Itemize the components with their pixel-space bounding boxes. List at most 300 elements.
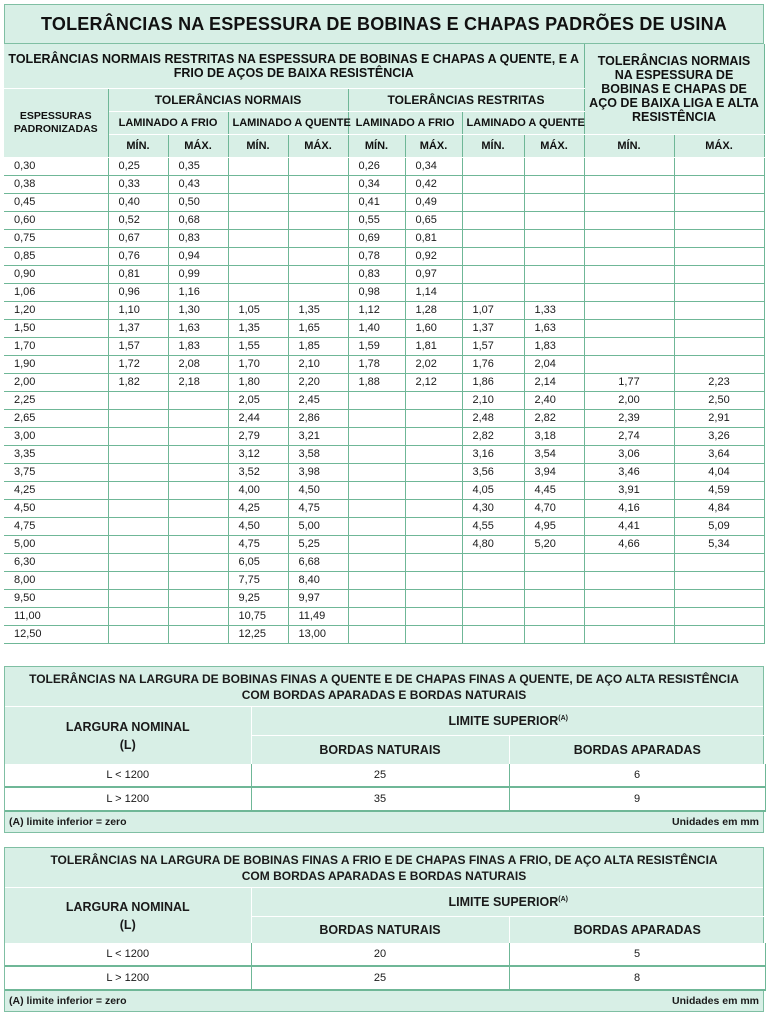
table-cell <box>584 158 674 176</box>
table-cell <box>405 608 462 626</box>
table-cell <box>168 392 228 410</box>
table-cell <box>584 590 674 608</box>
cold-bordas-naturais: BORDAS NATURAIS <box>251 917 509 944</box>
cold-limite-header: LIMITE $SUPERIOR^{(A)}$ <box>251 888 765 917</box>
table-cell: 0,96 <box>108 284 168 302</box>
table-cell: 0,99 <box>168 266 228 284</box>
table-cell <box>584 230 674 248</box>
table-cell <box>584 338 674 356</box>
col-min: MÍN. <box>462 135 524 158</box>
col-max: MÁX. <box>524 135 584 158</box>
table-cell <box>348 518 405 536</box>
table-cell <box>348 392 405 410</box>
table-cell <box>584 572 674 590</box>
table-cell: 13,00 <box>288 626 348 644</box>
table-cell: 1,35 <box>228 320 288 338</box>
table-cell <box>348 608 405 626</box>
table-cell <box>524 590 584 608</box>
table-cell <box>462 212 524 230</box>
cell-largura: L > 1200 <box>5 966 251 990</box>
table-cell: 1,12 <box>348 302 405 320</box>
table-cell <box>584 266 674 284</box>
table-cell: 1,30 <box>168 302 228 320</box>
table-cell <box>168 590 228 608</box>
table-cell <box>405 572 462 590</box>
table-cell: 4,04 <box>674 464 764 482</box>
cold-title-line2: COM BORDAS APARADAS E BORDAS NATURAIS <box>241 869 527 883</box>
table-row <box>4 230 764 248</box>
table-cell: 3,18 <box>524 428 584 446</box>
table-cell: 2,86 <box>288 410 348 428</box>
table-cell: 1,86 <box>462 374 524 392</box>
table-cell: 1,40 <box>348 320 405 338</box>
cell-espessura: 2,25 <box>4 392 108 410</box>
hot-units: Unidades em mm <box>672 816 759 828</box>
table-cell <box>674 590 764 608</box>
cold-width-tolerance-box <box>4 847 764 1012</box>
table-cell: 2,39 <box>584 410 674 428</box>
table-cell: 4,25 <box>228 500 288 518</box>
table-cell <box>108 428 168 446</box>
table-cell <box>108 626 168 644</box>
cell-naturais: 25 <box>251 966 509 990</box>
hot-largura-label: LARGURA NOMINAL <box>65 719 190 734</box>
table-cell <box>168 608 228 626</box>
table-cell: 0,68 <box>168 212 228 230</box>
table-cell: 1,57 <box>462 338 524 356</box>
table-cell: 0,55 <box>348 212 405 230</box>
table-cell: 2,44 <box>228 410 288 428</box>
hot-col-largura <box>5 707 251 764</box>
col-max: MÁX. <box>405 135 462 158</box>
table-cell <box>462 230 524 248</box>
table-row <box>4 464 764 482</box>
table-cell <box>524 230 584 248</box>
table-cell <box>674 554 764 572</box>
table-cell: 12,25 <box>228 626 288 644</box>
col-max: MÁX. <box>288 135 348 158</box>
table-cell: 4,66 <box>584 536 674 554</box>
table-cell: 1,10 <box>108 302 168 320</box>
cell-largura: L > 1200 <box>5 787 251 811</box>
table-cell <box>405 446 462 464</box>
table-row <box>4 374 764 392</box>
table-cell <box>168 536 228 554</box>
cell-aparadas: 5 <box>509 943 765 966</box>
table-cell: 1,88 <box>348 374 405 392</box>
table-cell <box>228 248 288 266</box>
table-cell <box>228 176 288 194</box>
table-cell <box>348 482 405 500</box>
table-cell <box>524 284 584 302</box>
table-row <box>4 518 764 536</box>
table-cell: 0,97 <box>405 266 462 284</box>
table-cell <box>108 410 168 428</box>
table-cell <box>674 212 764 230</box>
cell-espessura: 0,60 <box>4 212 108 230</box>
table-cell <box>674 572 764 590</box>
table-cell <box>348 572 405 590</box>
table-cell: 0,42 <box>405 176 462 194</box>
table-cell <box>168 428 228 446</box>
page-title: TOLERÂNCIAS NA ESPESSURA DE BOBINAS E CHAPAS PADRÕES DE USINA <box>4 4 764 44</box>
table-row <box>4 410 764 428</box>
table-cell <box>462 248 524 266</box>
table-cell <box>674 626 764 644</box>
table-cell: 1,77 <box>584 374 674 392</box>
table-cell <box>168 518 228 536</box>
table-cell <box>524 158 584 176</box>
table-cell <box>584 212 674 230</box>
table-cell: 10,75 <box>228 608 288 626</box>
table-cell: 1,82 <box>108 374 168 392</box>
table-cell: 4,50 <box>228 518 288 536</box>
table-cell <box>348 446 405 464</box>
table-cell: 4,50 <box>288 482 348 500</box>
table-cell <box>348 554 405 572</box>
table-cell: 5,25 <box>288 536 348 554</box>
table-cell: 2,45 <box>288 392 348 410</box>
table-row <box>4 608 764 626</box>
table-cell: 4,84 <box>674 500 764 518</box>
table-cell: 0,50 <box>168 194 228 212</box>
table-cell <box>108 554 168 572</box>
table-cell <box>674 230 764 248</box>
table-cell <box>584 320 674 338</box>
table-cell <box>524 626 584 644</box>
cold-units: Unidades em mm <box>672 995 759 1007</box>
table-cell: 1,60 <box>405 320 462 338</box>
cell-aparadas: 8 <box>509 966 765 990</box>
normais-lam-frio: LAMINADO A FRIO <box>108 112 228 135</box>
table-cell: 4,75 <box>228 536 288 554</box>
table-cell: 4,59 <box>674 482 764 500</box>
table-cell <box>405 536 462 554</box>
table-cell: 2,40 <box>524 392 584 410</box>
table-cell <box>674 248 764 266</box>
table-cell: 0,78 <box>348 248 405 266</box>
table-cell: 1,65 <box>288 320 348 338</box>
table-cell <box>462 572 524 590</box>
table-cell: 7,75 <box>228 572 288 590</box>
table-cell: 2,05 <box>228 392 288 410</box>
document-page <box>4 4 764 1012</box>
table-cell <box>674 356 764 374</box>
table-cell <box>405 428 462 446</box>
table-cell <box>584 356 674 374</box>
table-cell <box>108 446 168 464</box>
table-cell: 6,68 <box>288 554 348 572</box>
table-cell <box>462 554 524 572</box>
cell-espessura: 1,70 <box>4 338 108 356</box>
table-cell: 3,26 <box>674 428 764 446</box>
cold-col-largura <box>5 888 251 943</box>
cell-espessura: 12,50 <box>4 626 108 644</box>
table-row <box>4 194 764 212</box>
table-cell: 6,05 <box>228 554 288 572</box>
cold-width-table <box>5 888 766 991</box>
cell-espessura: 4,50 <box>4 500 108 518</box>
table-cell: 2,79 <box>228 428 288 446</box>
table-cell <box>584 302 674 320</box>
table-cell: 1,05 <box>228 302 288 320</box>
restritas-lam-frio: LAMINADO A FRIO <box>348 112 462 135</box>
table-cell <box>288 212 348 230</box>
table-cell: 3,21 <box>288 428 348 446</box>
table-row <box>5 943 765 966</box>
table-cell: 0,26 <box>348 158 405 176</box>
table-cell: 1,28 <box>405 302 462 320</box>
table-cell: 1,80 <box>228 374 288 392</box>
cell-espessura: 0,30 <box>4 158 108 176</box>
table-cell: 1,37 <box>108 320 168 338</box>
table-cell: 4,41 <box>584 518 674 536</box>
table-cell: 3,94 <box>524 464 584 482</box>
cold-largura-sub: (L) <box>119 917 136 932</box>
table-cell: 1,37 <box>462 320 524 338</box>
table-cell: 2,18 <box>168 374 228 392</box>
table-cell: 2,23 <box>674 374 764 392</box>
table-cell <box>524 572 584 590</box>
table-cell <box>584 626 674 644</box>
cell-espessura: 0,38 <box>4 176 108 194</box>
restritas-lam-quente: LAMINADO A QUENTE <box>462 112 584 135</box>
thickness-tolerance-table <box>4 44 765 644</box>
table-cell <box>108 482 168 500</box>
table-cell: 0,67 <box>108 230 168 248</box>
cell-espessura: 1,20 <box>4 302 108 320</box>
table-row <box>4 428 764 446</box>
col-min: MÍN. <box>348 135 405 158</box>
table-cell: 2,82 <box>524 410 584 428</box>
table-cell <box>228 230 288 248</box>
header-normal-restricted: TOLERÂNCIAS NORMAIS RESTRITAS NA ESPESSURA DE BOBINAS E CHAPAS A QUENTE, E A FRIO DE AÇOS DE BAIXA RESISTÊNCIA <box>4 44 584 89</box>
table-cell <box>584 554 674 572</box>
table-cell: 5,34 <box>674 536 764 554</box>
table-cell: 0,69 <box>348 230 405 248</box>
table-cell <box>168 554 228 572</box>
cell-espessura: 3,35 <box>4 446 108 464</box>
cell-espessura: 0,90 <box>4 266 108 284</box>
cell-naturais: 35 <box>251 787 509 811</box>
table-cell: 0,83 <box>168 230 228 248</box>
table-cell: 2,74 <box>584 428 674 446</box>
table-cell: 3,56 <box>462 464 524 482</box>
group-normais: TOLERÂNCIAS NORMAIS <box>108 89 348 112</box>
cold-bordas-aparadas: BORDAS APARADAS <box>573 923 701 937</box>
cold-footer <box>5 991 763 1011</box>
table-cell <box>584 248 674 266</box>
table-cell: 1,33 <box>524 302 584 320</box>
normais-lam-quente: LAMINADO A QUENTE <box>228 112 348 135</box>
table-cell: 4,80 <box>462 536 524 554</box>
table-cell: 0,94 <box>168 248 228 266</box>
table-row <box>4 176 764 194</box>
table-cell: 2,48 <box>462 410 524 428</box>
table-cell: 2,00 <box>584 392 674 410</box>
cell-espessura: 2,00 <box>4 374 108 392</box>
table-cell: 3,64 <box>674 446 764 464</box>
table-cell <box>462 590 524 608</box>
col-max: MÁX. <box>674 135 764 158</box>
table-cell <box>674 302 764 320</box>
table-cell <box>462 176 524 194</box>
table-cell: 4,75 <box>288 500 348 518</box>
table-cell: 1,76 <box>462 356 524 374</box>
table-cell <box>405 500 462 518</box>
table-cell <box>168 626 228 644</box>
table-cell: 2,82 <box>462 428 524 446</box>
table-cell: 5,09 <box>674 518 764 536</box>
table-cell: 1,16 <box>168 284 228 302</box>
table-cell <box>348 536 405 554</box>
table-row <box>4 158 764 176</box>
table-cell <box>288 248 348 266</box>
cell-espessura: 3,00 <box>4 428 108 446</box>
cell-espessura: 2,65 <box>4 410 108 428</box>
table-cell: 0,98 <box>348 284 405 302</box>
hot-width-table <box>5 707 766 812</box>
table-row <box>4 338 764 356</box>
table-cell <box>108 536 168 554</box>
table-cell <box>108 500 168 518</box>
table-row <box>4 392 764 410</box>
table-cell <box>524 266 584 284</box>
table-cell <box>108 590 168 608</box>
table-cell <box>674 158 764 176</box>
table-cell: 0,43 <box>168 176 228 194</box>
table-cell: 2,10 <box>288 356 348 374</box>
table-cell: 1,83 <box>168 338 228 356</box>
table-cell: 3,52 <box>228 464 288 482</box>
cold-width-title <box>5 848 763 888</box>
table-cell: 4,45 <box>524 482 584 500</box>
table-cell <box>405 590 462 608</box>
hot-title-line2: COM BORDAS APARADAS E BORDAS NATURAIS <box>241 688 527 702</box>
table-cell: 1,07 <box>462 302 524 320</box>
table-row <box>4 320 764 338</box>
table-cell: 4,70 <box>524 500 584 518</box>
table-row <box>4 572 764 590</box>
table-row <box>4 284 764 302</box>
table-cell <box>288 158 348 176</box>
table-cell <box>674 266 764 284</box>
cell-espessura: 1,90 <box>4 356 108 374</box>
col-min: MÍN. <box>228 135 288 158</box>
table-row <box>4 500 764 518</box>
table-cell <box>228 284 288 302</box>
table-cell <box>674 194 764 212</box>
cell-espessura: 8,00 <box>4 572 108 590</box>
table-cell <box>405 626 462 644</box>
table-cell: 1,70 <box>228 356 288 374</box>
table-cell <box>108 608 168 626</box>
table-cell <box>348 590 405 608</box>
hot-limite-header: LIMITE $SUPERIOR^{(A)}$ <box>251 707 765 736</box>
table-row <box>4 266 764 284</box>
table-cell <box>348 464 405 482</box>
table-row <box>4 212 764 230</box>
table-cell: 2,12 <box>405 374 462 392</box>
col-header-espessuras: ESPESSURAS PADRONIZADAS <box>4 89 108 158</box>
table-cell: 1,59 <box>348 338 405 356</box>
table-cell <box>462 266 524 284</box>
table-cell <box>524 176 584 194</box>
table-cell: 1,83 <box>524 338 584 356</box>
table-row <box>4 554 764 572</box>
table-cell: 3,46 <box>584 464 674 482</box>
table-cell <box>462 284 524 302</box>
table-cell: 0,81 <box>405 230 462 248</box>
table-cell <box>524 212 584 230</box>
table-cell: 0,92 <box>405 248 462 266</box>
table-cell <box>462 608 524 626</box>
cell-espessura: 4,75 <box>4 518 108 536</box>
hot-bordas-aparadas: BORDAS APARADAS <box>573 743 701 757</box>
table-cell: 11,49 <box>288 608 348 626</box>
table-cell: 4,55 <box>462 518 524 536</box>
table-cell <box>228 158 288 176</box>
header-low-alloy: TOLERÂNCIAS NORMAIS NA ESPESSURA DE BOBINAS E CHAPAS DE AÇO DE BAIXA LIGA E ALTA RESISTÊNCIA <box>584 44 764 135</box>
hot-footnote: (A) limite inferior = zero <box>9 816 127 828</box>
table-cell <box>584 194 674 212</box>
table-cell <box>405 518 462 536</box>
table-row <box>4 248 764 266</box>
cell-espessura: 1,50 <box>4 320 108 338</box>
table-cell: 3,98 <box>288 464 348 482</box>
table-cell <box>168 482 228 500</box>
cell-aparadas: 9 <box>509 787 765 811</box>
table-cell: 1,81 <box>405 338 462 356</box>
table-cell: 0,41 <box>348 194 405 212</box>
table-cell <box>288 284 348 302</box>
cell-espessura: 6,30 <box>4 554 108 572</box>
table-cell: 9,97 <box>288 590 348 608</box>
table-cell <box>228 266 288 284</box>
table-cell <box>228 212 288 230</box>
table-cell <box>524 194 584 212</box>
table-cell: 4,30 <box>462 500 524 518</box>
cell-espessura: 9,50 <box>4 590 108 608</box>
col-max: MÁX. <box>168 135 228 158</box>
cell-espessura: 1,06 <box>4 284 108 302</box>
table-cell: 5,00 <box>288 518 348 536</box>
table-cell: 0,33 <box>108 176 168 194</box>
table-row <box>4 302 764 320</box>
table-row <box>5 787 765 811</box>
table-cell: 0,25 <box>108 158 168 176</box>
table-cell: 0,81 <box>108 266 168 284</box>
table-cell: 0,65 <box>405 212 462 230</box>
cold-largura-label: LARGURA NOMINAL <box>65 899 190 914</box>
table-cell: 5,20 <box>524 536 584 554</box>
hot-largura-sub: (L) <box>119 737 136 752</box>
table-cell: 1,14 <box>405 284 462 302</box>
table-row <box>4 626 764 644</box>
table-cell: 4,95 <box>524 518 584 536</box>
table-cell <box>168 500 228 518</box>
table-cell <box>674 608 764 626</box>
table-cell <box>674 320 764 338</box>
table-cell <box>405 392 462 410</box>
cell-naturais: 20 <box>251 943 509 966</box>
table-cell: 3,91 <box>584 482 674 500</box>
table-cell <box>348 500 405 518</box>
table-row <box>4 446 764 464</box>
table-row <box>5 966 765 990</box>
table-cell <box>462 194 524 212</box>
table-cell <box>108 518 168 536</box>
